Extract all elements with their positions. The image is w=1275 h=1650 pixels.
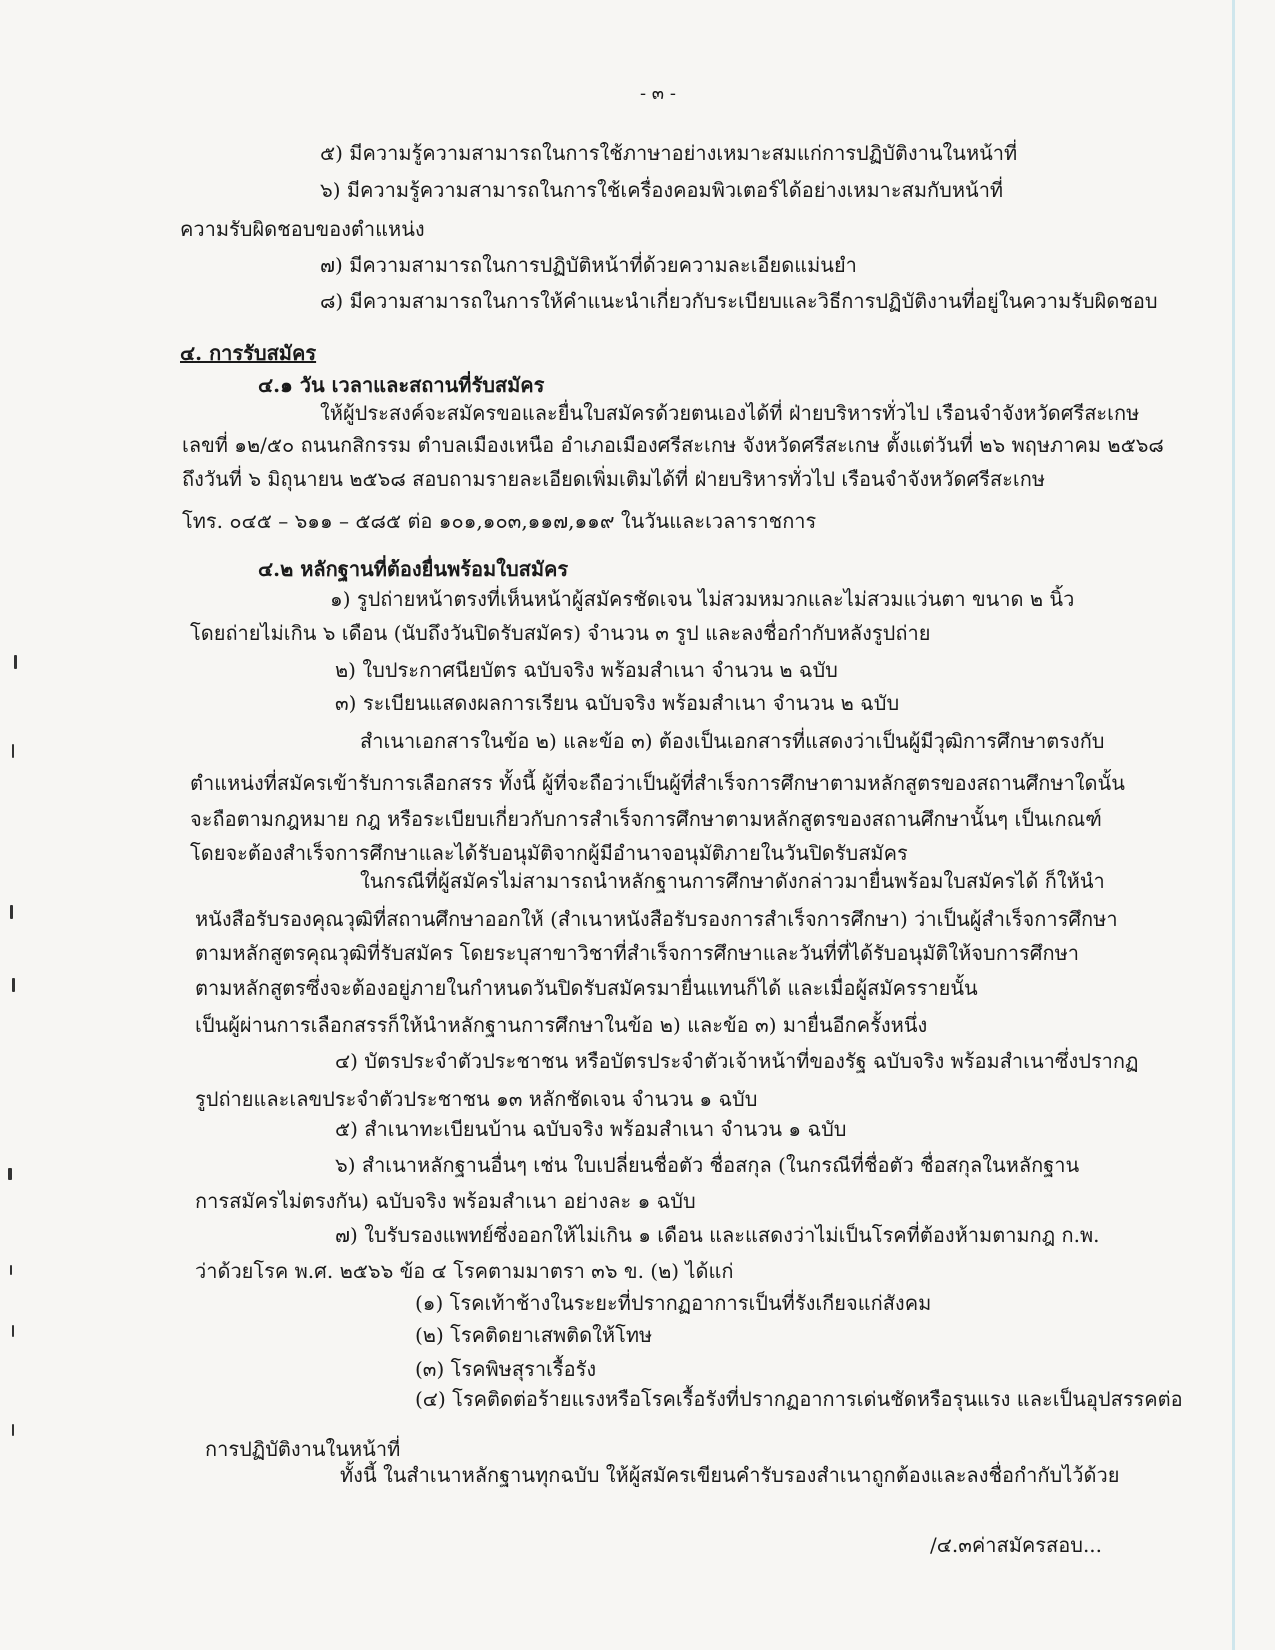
paragraph-line: ตามหลักสูตรซึ่งจะต้องอยู่ภายในกำหนดวันปิดรับสมัครมายื่นแทนก็ได้ และเมื่อผู้สมัครรายนั้น <box>195 976 978 1000</box>
paragraph-line: ตามหลักสูตรคุณวุฒิที่รับสมัคร โดยระบุสาขาวิชาที่สำเร็จการศึกษาและวันที่ที่ได้รับอนุมัติให้จบการศึกษา <box>195 941 1079 965</box>
paragraph-line: ว่าด้วยโรค พ.ศ. ๒๕๖๖ ข้อ ๔ โรคตามมาตรา ๓๖ ข. (๒) ได้แก่ <box>195 1259 734 1283</box>
paragraph-line: ให้ผู้ประสงค์จะสมัครขอและยื่นใบสมัครด้วยตนเองได้ที่ ฝ่ายบริหารทั่วไป เรือนจำจังหวัดศรีสะเกษ <box>320 401 1140 425</box>
scan-speck <box>12 1424 14 1436</box>
page-number: - ๓ - <box>640 83 676 104</box>
evidence-item-4: ๔) บัตรประจำตัวประชาชน หรือบัตรประจำตัวเจ้าหน้าที่ของรัฐ ฉบับจริง พร้อมสำเนาซึ่งปรากฏ <box>335 1049 1139 1073</box>
item-8: ๘) มีความสามารถในการให้คำแนะนำเกี่ยวกับระเบียบและวิธีการปฏิบัติงานที่อยู่ในความรับผิดชอบ <box>320 289 1158 313</box>
paragraph-line: การปฏิบัติงานในหน้าที่ <box>205 1437 401 1461</box>
closing-note: ทั้งนี้ ในสำเนาหลักฐานทุกฉบับ ให้ผู้สมัครเขียนคำรับรองสำเนาถูกต้องและลงชื่อกำกับไว้ด้วย <box>340 1463 1120 1487</box>
scan-speck <box>10 905 13 919</box>
paragraph-line: การสมัครไม่ตรงกัน) ฉบับจริง พร้อมสำเนา อย่างละ ๑ ฉบับ <box>195 1189 696 1213</box>
paragraph-line: โดยจะต้องสำเร็จการศึกษาและได้รับอนุมัติจากผู้มีอำนาจอนุมัติภายในวันปิดรับสมัคร <box>190 841 908 865</box>
scan-speck <box>8 1168 12 1180</box>
evidence-item-5: ๕) สำเนาทะเบียนบ้าน ฉบับจริง พร้อมสำเนา จำนวน ๑ ฉบับ <box>335 1117 847 1141</box>
subsection-4-2-heading: ๔.๒ หลักฐานที่ต้องยื่นพร้อมใบสมัคร <box>258 557 569 581</box>
item-6-continued: ความรับผิดชอบของตำแหน่ง <box>180 217 425 241</box>
evidence-item-2: ๒) ใบประกาศนียบัตร ฉบับจริง พร้อมสำเนา จำนวน ๒ ฉบับ <box>335 658 838 682</box>
continuation-marker: /๔.๓ค่าสมัครสอบ... <box>930 1533 1103 1557</box>
paragraph-line: ถึงวันที่ ๖ มิถุนายน ๒๕๖๘ สอบถามรายละเอียดเพิ่มเติมได้ที่ ฝ่ายบริหารทั่วไป เรือนจำจังหวัดศรีสะเกษ <box>182 467 1045 491</box>
section-heading: ๔. การรับสมัคร <box>180 341 317 365</box>
scan-speck <box>12 978 15 992</box>
paragraph-line: ตำแหน่งที่สมัครเข้ารับการเลือกสรร ทั้งนี้ ผู้ที่จะถือว่าเป็นผู้ที่สำเร็จการศึกษาตามหลักสูตรของสถานศึกษาใดนั้น <box>190 771 1125 795</box>
paragraph-line: เป็นผู้ผ่านการเลือกสรรก็ให้นำหลักฐานการศึกษาในข้อ ๒) และข้อ ๓) มายื่นอีกครั้งหนึ่ง <box>195 1013 928 1037</box>
paragraph-line: สำเนาเอกสารในข้อ ๒) และข้อ ๓) ต้องเป็นเอกสารที่แสดงว่าเป็นผู้มีวุฒิการศึกษาตรงกับ <box>360 729 1105 753</box>
subsection-4-1-heading: ๔.๑ วัน เวลาและสถานที่รับสมัคร <box>258 373 545 397</box>
paragraph-line: ในกรณีที่ผู้สมัครไม่สามารถนำหลักฐานการศึกษาดังกล่าวมายื่นพร้อมใบสมัครได้ ก็ให้นำ <box>360 869 1105 893</box>
disease-item-3: (๓) โรคพิษสุราเรื้อรัง <box>415 1357 597 1381</box>
scan-speck <box>14 655 17 669</box>
item-5: ๕) มีความรู้ความสามารถในการใช้ภาษาอย่างเหมาะสมแก่การปฏิบัติงานในหน้าที่ <box>320 141 1018 165</box>
paragraph-line: โทร. ๐๔๕ – ๖๑๑ – ๕๘๕ ต่อ ๑๐๑,๑๐๓,๑๑๗,๑๑๙ ในวันและเวลาราชการ <box>182 509 817 533</box>
scan-edge <box>1232 0 1235 1650</box>
paragraph-line: จะถือตามกฎหมาย กฎ หรือระเบียบเกี่ยวกับการสำเร็จการศึกษาตามหลักสูตรของสถานศึกษานั้นๆ เป็นเกณฑ์ <box>190 807 1102 831</box>
paragraph-line: หนังสือรับรองคุณวุฒิที่สถานศึกษาออกให้ (สำเนาหนังสือรับรองการสำเร็จการศึกษา) ว่าเป็นผู้สำเร็จการศึกษา <box>195 907 1118 931</box>
disease-item-2: (๒) โรคติดยาเสพติดให้โทษ <box>415 1323 653 1347</box>
item-6: ๖) มีความรู้ความสามารถในการใช้เครื่องคอมพิวเตอร์ได้อย่างเหมาะสมกับหน้าที่ <box>320 178 1004 202</box>
disease-item-1: (๑) โรคเท้าช้างในระยะที่ปรากฏอาการเป็นที่รังเกียจแก่สังคม <box>415 1291 932 1315</box>
paragraph-line: โดยถ่ายไม่เกิน ๖ เดือน (นับถึงวันปิดรับสมัคร) จำนวน ๓ รูป และลงชื่อกำกับหลังรูปถ่าย <box>190 621 931 645</box>
evidence-item-3: ๓) ระเบียนแสดงผลการเรียน ฉบับจริง พร้อมสำเนา จำนวน ๒ ฉบับ <box>335 691 900 715</box>
paragraph-line: รูปถ่ายและเลขประจำตัวประชาชน ๑๓ หลักชัดเจน จำนวน ๑ ฉบับ <box>195 1087 758 1111</box>
scan-speck <box>10 1265 12 1275</box>
item-7: ๗) มีความสามารถในการปฏิบัติหน้าที่ด้วยความละเอียดแม่นยำ <box>320 253 857 277</box>
disease-item-4: (๔) โรคติดต่อร้ายแรงหรือโรคเรื้อรังที่ปรากฏอาการเด่นชัดหรือรุนแรง และเป็นอุปสรรคต่อ <box>415 1387 1183 1411</box>
evidence-item-7: ๗) ใบรับรองแพทย์ซึ่งออกให้ไม่เกิน ๑ เดือน และแสดงว่าไม่เป็นโรคที่ต้องห้ามตามกฎ ก.พ. <box>335 1223 1100 1247</box>
paragraph-line: เลขที่ ๑๒/๕๐ ถนนกสิกรรม ตำบลเมืองเหนือ อำเภอเมืองศรีสะเกษ จังหวัดศรีสะเกษ ตั้งแต่วันที่ ๒๖ พฤษภาคม ๒๕๖๘ <box>182 433 1164 457</box>
scan-speck <box>12 744 14 758</box>
evidence-item-6: ๖) สำเนาหลักฐานอื่นๆ เช่น ใบเปลี่ยนชื่อตัว ชื่อสกุล (ในกรณีที่ชื่อตัว ชื่อสกุลในหลักฐาน <box>335 1153 1080 1177</box>
scan-speck <box>12 1325 14 1337</box>
evidence-item-1: ๑) รูปถ่ายหน้าตรงที่เห็นหน้าผู้สมัครชัดเจน ไม่สวมหมวกและไม่สวมแว่นตา ขนาด ๒ นิ้ว <box>330 587 1075 611</box>
